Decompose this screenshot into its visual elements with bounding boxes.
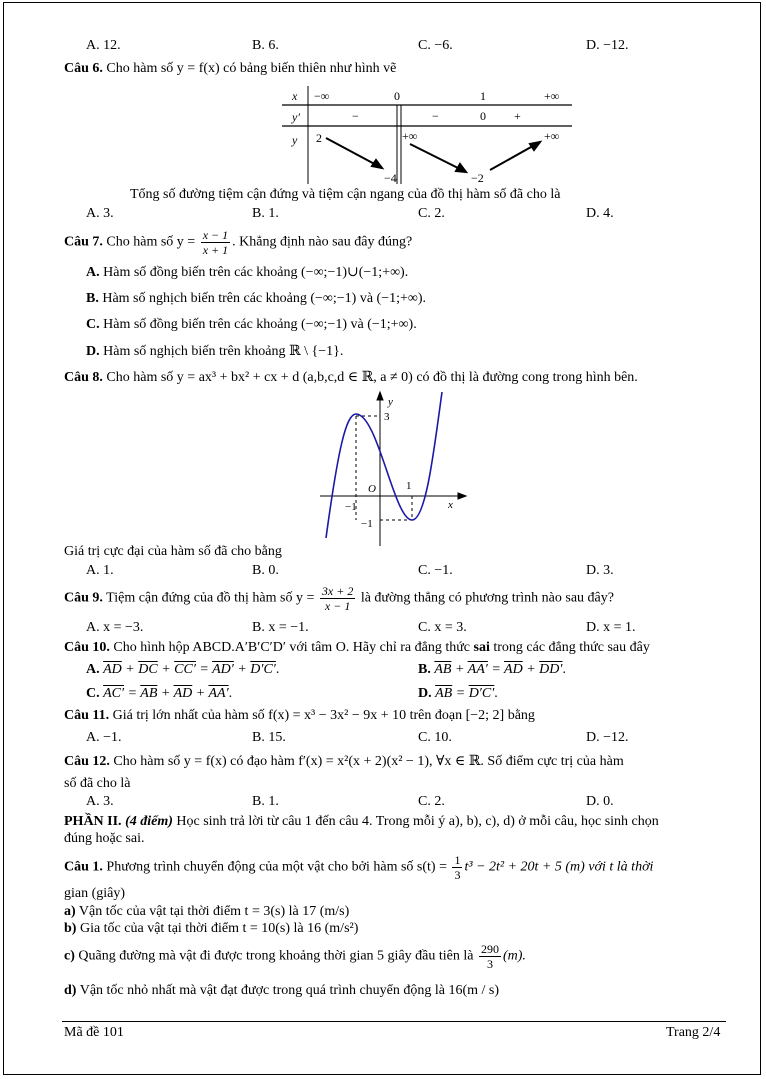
q9-post: là đường thẳng có phương trình nào sau đây? bbox=[360, 590, 614, 606]
p2q1-b-label: b) bbox=[64, 921, 77, 936]
variation-arrows bbox=[326, 138, 540, 172]
q7-letter-d: D. bbox=[86, 344, 100, 359]
p2q1-item-b bbox=[64, 921, 358, 937]
q8-question: Giá trị cực đại của hàm số đã cho bằng bbox=[64, 544, 282, 559]
q12-answer-d: D. 0. bbox=[586, 794, 614, 809]
q10-answer-a: A. $\overline{AD} + \overline{DC} + CC' = AD' + D'C'$. bbox=[86, 662, 280, 677]
q9-pre: Tiệm cận đứng của đồ thị hàm số y = bbox=[106, 590, 315, 606]
part2-text2: đúng hoặc sai. bbox=[64, 831, 145, 846]
q12-label: Câu 12. bbox=[64, 754, 110, 769]
q6-text: Cho hàm số y = f(x) có bảng biến thiên như hình vẽ bbox=[106, 61, 397, 76]
x-val-0: 0 bbox=[394, 89, 400, 103]
p2q1-item-d bbox=[64, 983, 499, 999]
q9-answer-b: B. x = −1. bbox=[252, 620, 309, 635]
p2q1-d-label: d) bbox=[64, 983, 77, 998]
q6-answer-a: A. 3. bbox=[86, 206, 114, 221]
part2-header bbox=[64, 814, 659, 830]
p2q1-num: 1 bbox=[454, 853, 461, 867]
part2-points: (4 điểm) bbox=[125, 814, 173, 829]
variation-table bbox=[282, 86, 572, 186]
p2q1-label: Câu 1. bbox=[64, 859, 103, 875]
q12-answer-c: C. 2. bbox=[418, 794, 445, 809]
q11-answer-a: A. −1. bbox=[86, 730, 122, 745]
footer-divider bbox=[62, 1021, 726, 1022]
q8-text: Cho hàm số y = ax³ + bx² + cx + d (a,b,c,d ∈ ℝ, a ≠ 0) có đồ thị là đường cong trong hình bên. bbox=[106, 370, 638, 385]
q6-answer-b: B. 1. bbox=[252, 206, 279, 221]
graph-y-label: y bbox=[388, 396, 393, 408]
q10-answer-d: D. $\overline{AB} = D'C'$. bbox=[418, 686, 498, 701]
p2q1-c-label: c) bbox=[64, 948, 75, 964]
q11-label: Câu 11. bbox=[64, 708, 110, 723]
q7-text-a: Hàm số đồng biến trên các khoảng (−∞;−1)∪(−1;+∞). bbox=[103, 265, 409, 280]
q9-num: 3x + 2 bbox=[321, 584, 354, 598]
q7-pre: Cho hàm số y = bbox=[106, 234, 196, 250]
q12-answer-b: B. 1. bbox=[252, 794, 279, 809]
q7-answer-c bbox=[86, 317, 417, 333]
q5-answer-b: B. 6. bbox=[252, 38, 279, 53]
q5-answer-d: D. −12. bbox=[586, 38, 629, 53]
table-x-label: x bbox=[292, 89, 298, 103]
q10-answer-c: C. $AC' = \overline{AB} + \overline{AD} + AA'$. bbox=[86, 686, 233, 701]
q9-answer-a: A. x = −3. bbox=[86, 620, 144, 635]
q5-answer-c: C. −6. bbox=[418, 38, 453, 53]
part2-text1: Học sinh trả lời từ câu 1 đến câu 4. Trong mỗi ý a), b), c), d) ở mỗi câu, học sinh chọn bbox=[176, 814, 659, 829]
y-val-neg4: −4 bbox=[384, 171, 397, 185]
table-yprime-label: y′ bbox=[292, 110, 300, 124]
footer-exam-code: Mã đề 101 bbox=[64, 1025, 124, 1040]
footer-page-number: Trang 2/4 bbox=[666, 1025, 721, 1040]
q7-answer-d bbox=[86, 343, 343, 360]
q9-answer-d: D. x = 1. bbox=[586, 620, 636, 635]
p2q1-fraction bbox=[452, 853, 462, 882]
q8-answer-b: B. 0. bbox=[252, 563, 279, 578]
q9-fraction bbox=[320, 584, 355, 613]
q8-label: Câu 8. bbox=[64, 370, 103, 385]
p2q1-line2: gian (giây) bbox=[64, 886, 126, 901]
q10-letter-a: A. bbox=[86, 662, 100, 677]
q10-letter-c: C. bbox=[86, 686, 100, 701]
p2q1-den: 3 bbox=[454, 868, 461, 882]
q7-letter-a: A. bbox=[86, 265, 100, 280]
q10-label: Câu 10. bbox=[64, 640, 110, 655]
sign-3: + bbox=[514, 109, 521, 123]
p2q1-post: t³ − 2t² + 20t + 5 (m) với t là thời bbox=[464, 859, 654, 875]
q12-stem bbox=[64, 753, 624, 770]
q12-text2: số đã cho là bbox=[64, 776, 131, 791]
q7-den: x + 1 bbox=[202, 243, 229, 257]
q10-text-post: trong các đẳng thức sau đây bbox=[493, 640, 650, 655]
x-val-neg-inf: −∞ bbox=[314, 89, 330, 103]
q7-answer-b bbox=[86, 291, 426, 307]
q12-text1: Cho hàm số y = f(x) có đạo hàm f′(x) = x²(x + 2)(x² − 1), ∀x ∈ ℝ. Số điểm cực trị của hàm bbox=[113, 754, 624, 769]
p2q1-c-pre: Quãng đường mà vật đi được trong khoảng thời gian 5 giây đầu tiên là bbox=[78, 948, 474, 964]
p2q1-item-a bbox=[64, 904, 349, 920]
p2q1-d-text: Vận tốc nhỏ nhất mà vật đạt được trong quá trình chuyển động là 16(m / s) bbox=[79, 983, 500, 998]
y-val-pos-inf-left: +∞ bbox=[402, 129, 418, 143]
p2q1-stem bbox=[64, 853, 653, 882]
q6-answer-d: D. 4. bbox=[586, 206, 614, 221]
q9-stem bbox=[64, 584, 614, 613]
p2q1-item-c bbox=[64, 942, 526, 971]
p2q1-c-num: 290 bbox=[480, 942, 499, 956]
q7-text-d: Hàm số nghịch biến trên khoảng ℝ \ {−1}. bbox=[103, 344, 344, 359]
q6-label: Câu 6. bbox=[64, 61, 103, 76]
q11-answer-c: C. 10. bbox=[418, 730, 452, 745]
graph-tick-neg1-x: −1 bbox=[345, 501, 357, 513]
sign-2: − bbox=[432, 109, 439, 123]
p2q1-pre: Phương trình chuyển động của một vật cho bởi hàm số s(t) = bbox=[106, 859, 447, 875]
p2q1-a-text: Vận tốc của vật tại thời điểm t = 3(s) là 17 (m/s) bbox=[78, 904, 350, 919]
q7-label: Câu 7. bbox=[64, 234, 103, 250]
q7-post: . Khẳng định nào sau đây đúng? bbox=[232, 234, 413, 250]
q11-stem bbox=[64, 708, 535, 724]
q5-answer-a: A. 12. bbox=[86, 38, 121, 53]
sign-1: − bbox=[352, 109, 359, 123]
q6-stem bbox=[64, 61, 396, 77]
q7-text-c: Hàm số đồng biến trên các khoảng (−∞;−1) và (−1;+∞). bbox=[103, 317, 417, 332]
graph-tick-3: 3 bbox=[384, 411, 390, 423]
q7-num: x − 1 bbox=[202, 228, 229, 242]
q10-answer-b: B. $\overline{AB} + AA' = \overline{AD} + DD'$. bbox=[418, 662, 566, 677]
q11-answer-b: B. 15. bbox=[252, 730, 286, 745]
p2q1-c-den: 3 bbox=[486, 957, 493, 971]
x-val-pos-inf: +∞ bbox=[544, 89, 560, 103]
y-val-pos-inf-right: +∞ bbox=[544, 129, 560, 143]
q7-fraction bbox=[201, 228, 230, 257]
q12-answer-a: A. 3. bbox=[86, 794, 114, 809]
q10-stem bbox=[64, 640, 650, 656]
graph-guides bbox=[356, 416, 412, 520]
graph-tick-1: 1 bbox=[406, 480, 412, 492]
graph-x-label: x bbox=[448, 499, 453, 511]
q7-stem bbox=[64, 228, 412, 257]
p2q1-a-label: a) bbox=[64, 904, 76, 919]
q11-answer-d: D. −12. bbox=[586, 730, 629, 745]
q10-text-pre: Cho hình hộp ABCD.A′B′C′D′ với tâm O. Hãy chỉ ra đẳng thức bbox=[113, 640, 471, 655]
q7-text-b: Hàm số nghịch biến trên các khoảng (−∞;−1) và (−1;+∞). bbox=[102, 291, 427, 306]
x-val-1: 1 bbox=[480, 89, 486, 103]
q9-answer-c: C. x = 3. bbox=[418, 620, 467, 635]
q10-text-bold: sai bbox=[473, 640, 490, 655]
part2-title: PHẦN II. bbox=[64, 814, 122, 829]
q7-letter-c: C. bbox=[86, 317, 100, 332]
graph-axes bbox=[320, 392, 466, 546]
q9-label: Câu 9. bbox=[64, 590, 103, 606]
cubic-graph bbox=[318, 390, 468, 548]
q10-letter-d: D. bbox=[418, 686, 432, 701]
q8-answer-d: D. 3. bbox=[586, 563, 614, 578]
q7-answer-a bbox=[86, 264, 408, 281]
graph-tick-neg1-y: −1 bbox=[361, 518, 373, 530]
q6-question: Tổng số đường tiệm cận đứng và tiệm cận ngang của đồ thị hàm số đã cho là bbox=[130, 187, 561, 202]
q8-answer-a: A. 1. bbox=[86, 563, 114, 578]
sign-zero: 0 bbox=[480, 109, 486, 123]
q9-den: x − 1 bbox=[324, 599, 351, 613]
table-y-label: y bbox=[292, 133, 298, 147]
q10-letter-b: B. bbox=[418, 662, 431, 677]
p2q1-b-text: Gia tốc của vật tại thời điểm t = 10(s) là 16 (m/s²) bbox=[79, 921, 359, 936]
q8-stem bbox=[64, 369, 638, 386]
q8-answer-c: C. −1. bbox=[418, 563, 453, 578]
p2q1-c-fraction bbox=[479, 942, 501, 971]
q11-text: Giá trị lớn nhất của hàm số f(x) = x³ − 3x² − 9x + 10 trên đoạn [−2; 2] bằng bbox=[112, 708, 535, 723]
y-val-2: 2 bbox=[316, 131, 322, 145]
q6-answer-c: C. 2. bbox=[418, 206, 445, 221]
q7-letter-b: B. bbox=[86, 291, 99, 306]
p2q1-c-post: (m). bbox=[502, 948, 526, 964]
y-val-neg2: −2 bbox=[471, 171, 484, 185]
graph-origin: O bbox=[368, 483, 376, 495]
